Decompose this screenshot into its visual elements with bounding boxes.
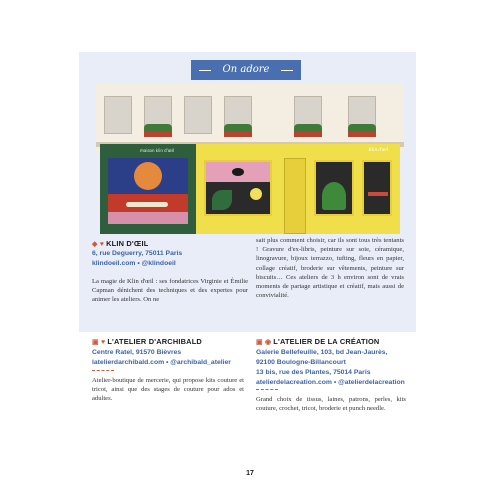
creation-contact: [256, 348, 416, 387]
archibald-category-icons: ▣ ♥: [92, 339, 106, 346]
green-shop-window: [108, 158, 188, 224]
window-plant: [144, 124, 172, 132]
yellow-shop-window-right: [362, 160, 392, 216]
pink-shape: [108, 212, 188, 224]
klin-description-left: La magie de Klin d'œil : ses fondatrices Virginie et Émilie Capman dénichent des techniques et des expertes pour animer les ateliers. On ne: [92, 278, 248, 304]
window-planter: [348, 132, 376, 137]
leaf-shape: [212, 190, 232, 210]
klin-title: KLIN D'ŒIL: [106, 239, 149, 248]
klin-web-link[interactable]: klindoeil.com • @klindoeil: [92, 259, 176, 267]
yellow-shop-window-left: [204, 160, 272, 216]
klin-contact: [92, 249, 252, 269]
yellow-shop-sign: Klin d'œil: [368, 148, 388, 153]
plant-shape: [322, 182, 346, 210]
creation-title-row: [256, 337, 379, 346]
klin-address: 6, rue Deguerry, 75011 Paris: [92, 250, 183, 257]
yellow-shop-window-middle: [314, 160, 354, 216]
klin-description-right: sait plus comment choisir, car ils sont tous très tentants ! Gravure d'ex-libris, peinture sur soie, céramique, linogravure, bijoux terrazzo, tufting, fleurs en papier, collage créatif, broderie sur vêtements, peinture sur biscuits… Ces ateliers de 3 h environ sont de vrais moments de partage artistique et créatif, mais aussi de convivialité.: [256, 237, 404, 300]
creation-address-line3: 13 bis, rue des Plantes, 75014 Paris: [256, 368, 371, 376]
creation-address-line2: 92100 Boulogne-Billancourt: [256, 358, 346, 366]
white-shape: [126, 202, 168, 207]
creation-description: Grand choix de tissus, laines, patrons, perles, kits couture, crochet, tricot, broderie et punch needle.: [256, 396, 406, 413]
archibald-description: Atelier-boutique de mercerie, qui propose kits couture et tricot, ainsi que des stages de couture pour ados et adultes.: [92, 377, 244, 403]
window: [104, 96, 132, 134]
creation-title: L'ATELIER DE LA CRÉATION: [273, 337, 380, 346]
window-plant: [294, 124, 322, 132]
orange-shape: [134, 162, 162, 190]
window-planter: [144, 132, 172, 137]
creation-web-link[interactable]: atelierdelacreation.com • @atelierdelacreation: [256, 378, 405, 386]
green-shopfront: [100, 144, 196, 234]
creation-address-line1: Galerie Bellefeuille, 103, bd Jean-Jaurès,: [256, 349, 388, 356]
shop-door: [284, 158, 306, 234]
creation-separator: [256, 389, 278, 390]
green-shop-sign: maison klin d'œil: [140, 148, 175, 153]
window-planter: [294, 132, 322, 137]
klin-title-row: [92, 239, 148, 248]
banner-on-adore: On adore: [191, 60, 301, 80]
archibald-title: L'ATELIER D'ARCHIBALD: [107, 337, 202, 346]
page-number: 17: [246, 470, 254, 477]
window-plant: [224, 124, 252, 132]
archibald-separator: [92, 370, 114, 371]
shelf-shape: [368, 192, 388, 196]
klin-category-icons: ◆ ♥: [92, 241, 105, 248]
window-planter: [224, 132, 252, 137]
eye-shape: [232, 168, 244, 176]
window-plant: [348, 124, 376, 132]
creation-category-icons: ▣ ◉: [256, 339, 272, 346]
yellow-shopfront: [196, 144, 400, 234]
archibald-address: Centre Ratel, 91570 Bièvres: [92, 349, 182, 356]
archibald-title-row: [92, 337, 202, 346]
lemon-shape: [250, 188, 262, 200]
archibald-web-link[interactable]: latelierdarchibald.com • @archibald_atelier: [92, 358, 231, 366]
shopfront-illustration: [96, 84, 404, 234]
window: [184, 96, 212, 134]
archibald-contact: [92, 348, 252, 368]
